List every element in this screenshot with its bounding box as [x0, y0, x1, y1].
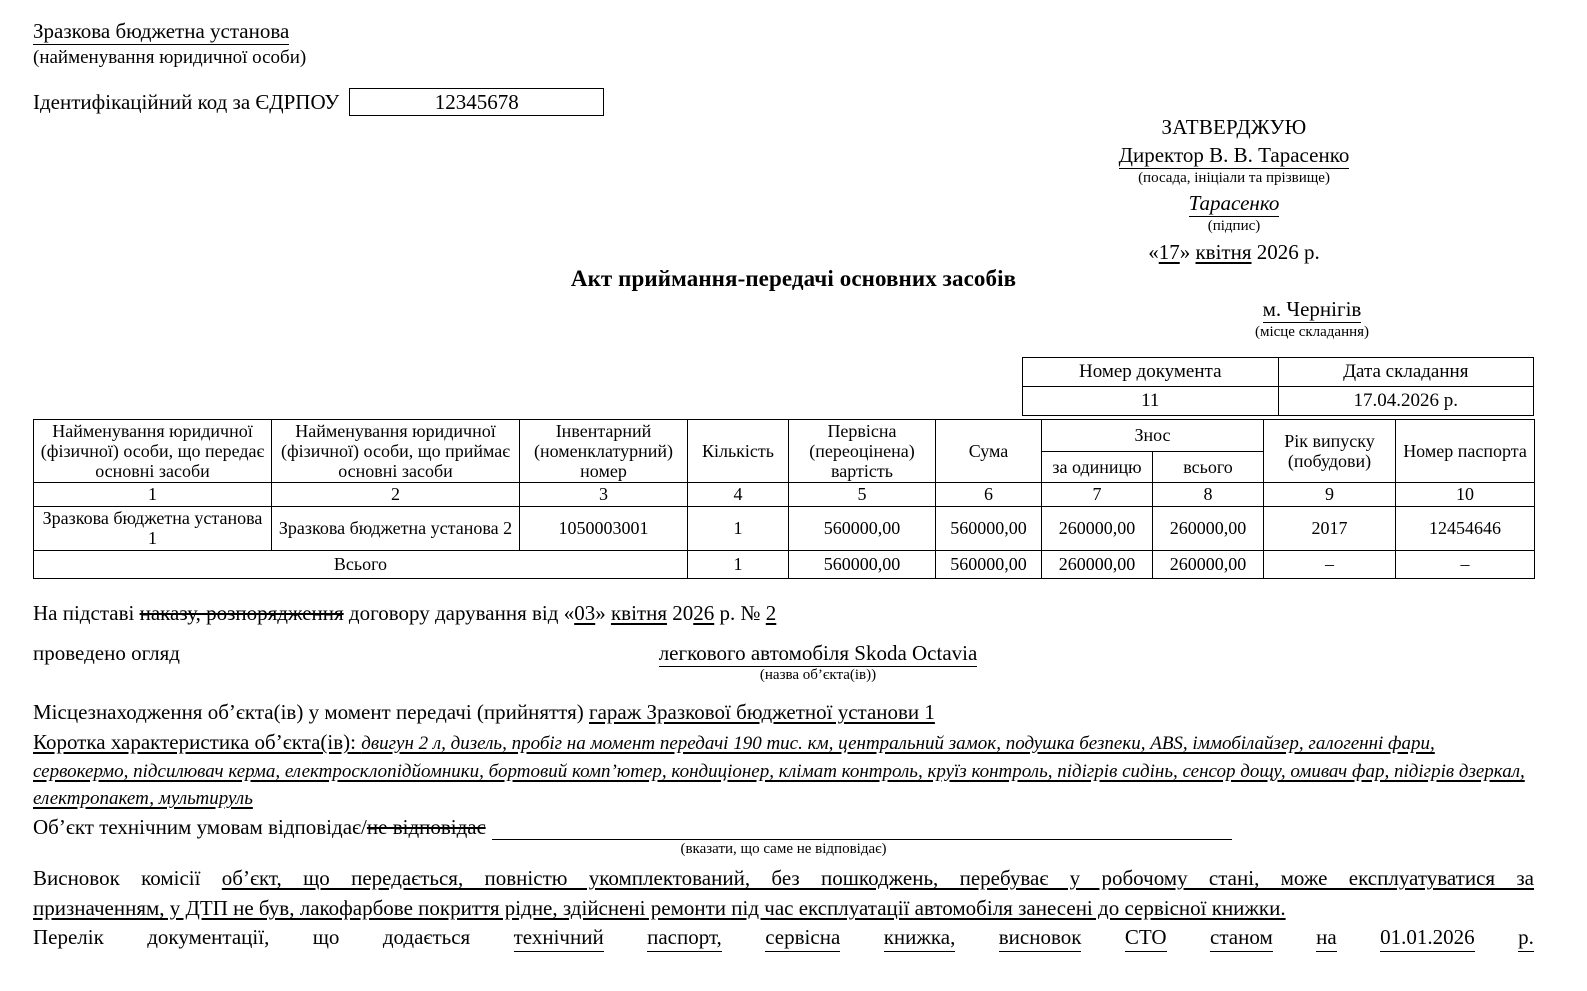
documents-value-9: р.	[1518, 925, 1534, 952]
basis-month[interactable]: квітня	[610, 601, 667, 625]
documents-value-6: станом	[1210, 925, 1273, 952]
cell-depreciation-per-unit: 260000,00	[1042, 506, 1153, 550]
th-initial-cost: Первісна (переоцінена) вартість	[789, 420, 936, 483]
approval-word: ЗАТВЕРДЖУЮ	[1161, 115, 1307, 139]
th-sum: Сума	[936, 420, 1042, 483]
colnum-1: 1	[34, 483, 272, 506]
total-quantity: 1	[688, 550, 789, 578]
table-column-numbers-row	[34, 483, 1535, 506]
documents-value-4: висновок	[999, 925, 1082, 952]
organisation-name-caption: (найменування юридичної особи)	[33, 47, 307, 69]
inspection-object: легкового автомобіля Skoda Octavia	[658, 641, 978, 665]
basis-struck-text: наказу, розпорядження	[139, 601, 344, 625]
conclusion-line-1	[33, 864, 1534, 894]
cell-inventory-number: 1050003001	[520, 506, 688, 550]
basis-year-prefix: 20	[666, 601, 694, 625]
edrpou-label: Ідентифікаційний код за ЄДРПОУ	[33, 89, 340, 114]
documents-value-7: на	[1316, 925, 1337, 952]
documents-word-1: документації,	[147, 925, 270, 949]
doc-date-header: Дата складання	[1278, 358, 1534, 387]
inspection-label: проведено огляд	[33, 641, 180, 665]
basis-middle: договору дарування від «	[343, 601, 575, 625]
approval-signature: Тарасенко	[1188, 191, 1280, 216]
approval-date-year[interactable]: 2026	[1256, 239, 1299, 264]
cell-passport: 12454646	[1396, 506, 1535, 550]
approval-person: Директор В. В. Тарасенко	[1118, 142, 1350, 167]
technical-struck-text: не відповідає	[366, 815, 486, 839]
doc-number-header: Номер документа	[1023, 358, 1279, 387]
doc-date-value: 17.04.2026 р.	[1278, 387, 1534, 416]
characteristics-label: Коротка характеристика об’єкта(ів):	[33, 730, 362, 754]
th-passport-number: Номер паспорта	[1396, 420, 1535, 483]
inspection-object-caption: (назва об’єкта(ів))	[759, 667, 877, 683]
th-year-of-manufacture: Рік випуску (побудови)	[1264, 420, 1396, 483]
basis-prefix: На підставі	[33, 601, 140, 625]
colnum-5: 5	[789, 483, 936, 506]
documents-value-1: паспорт,	[647, 925, 722, 952]
inspection-object-block	[603, 641, 1033, 684]
basis-tail: р. №	[714, 601, 766, 625]
conclusion-block	[33, 864, 1534, 924]
technical-conditions-line	[33, 815, 1534, 840]
colnum-2: 2	[272, 483, 520, 506]
assets-table	[33, 419, 1535, 579]
basis-day[interactable]: 03	[574, 601, 596, 625]
cell-year: 2017	[1264, 506, 1396, 550]
approval-date-day[interactable]: 17	[1158, 239, 1180, 264]
th-depreciation-total: всього	[1153, 451, 1264, 483]
total-year: –	[1264, 550, 1396, 578]
documents-value-3: книжка,	[884, 925, 956, 952]
conclusion-line-2	[33, 894, 1534, 924]
basis-line	[33, 601, 1534, 626]
total-label: Всього	[34, 550, 688, 578]
edrpou-field[interactable]: 12345678	[349, 88, 604, 116]
table-row	[1023, 358, 1534, 387]
characteristics-value: двигун 2 л, дизель, пробіг на момент передачі 190 тис. км, центральний замок, подушка безпеки, ABS, іммобілайзер, галогенні фари, сервокермо, підсилювач керма, електросклопідйомники, бортовий комп’ютер, кондиціонер, клімат контроль, круїз контроль, підігрів сидінь, сенсор дощу, омивач фар, підігрів дзеркал, електропакет, мультируль	[33, 733, 1525, 810]
documents-word-0: Перелік	[33, 925, 104, 949]
conclusion-text-1: об’єкт, що передається, повністю укомплектований, без пошкоджень, перебуває у робочому стані, може експлуатуватися за	[221, 866, 1534, 890]
cell-receiver: Зразкова бюджетна установа 2	[272, 506, 520, 550]
documents-value-8: 01.01.2026	[1380, 925, 1475, 952]
table-row	[34, 506, 1535, 550]
place-caption: (місце складання)	[1254, 324, 1370, 340]
colnum-4: 4	[688, 483, 789, 506]
total-depreciation-per-unit: 260000,00	[1042, 550, 1153, 578]
conclusion-label: Висновок комісії	[33, 866, 222, 890]
approval-signature-caption: (підпис)	[1207, 217, 1261, 234]
total-initial-cost: 560000,00	[789, 550, 936, 578]
approval-date-open-quote: «	[1148, 239, 1159, 264]
technical-label: Об’єкт технічним умовам відповідає	[33, 815, 362, 839]
table-row	[1023, 387, 1534, 416]
colnum-3: 3	[520, 483, 688, 506]
th-receiver: Найменування юридичної (фізичної) особи, що приймає основні засоби	[272, 420, 520, 483]
total-passport: –	[1396, 550, 1535, 578]
location-value: гараж Зразкової бюджетної установи 1	[589, 700, 935, 724]
approval-date-close-quote: »	[1179, 239, 1191, 264]
conclusion-text-2: призначенням, у ДТП не був, лакофарбове покриття рідне, здійснені ремонти під час експлуатації автомобіля занесені до сервісної книжки.	[33, 895, 1286, 920]
documents-word-3: додається	[382, 925, 471, 949]
inspection-line	[33, 641, 1534, 683]
colnum-8: 8	[1153, 483, 1264, 506]
th-depreciation-group: Знос	[1042, 420, 1264, 452]
characteristics-inline	[33, 730, 1525, 809]
cell-sum: 560000,00	[936, 506, 1042, 550]
basis-year-suffix[interactable]: 26	[693, 601, 715, 625]
technical-separator: /	[361, 815, 367, 839]
total-depreciation-total: 260000,00	[1153, 550, 1264, 578]
th-depreciation-per-unit: за одиницю	[1042, 451, 1153, 483]
documents-value-5: СТО	[1125, 925, 1167, 952]
documents-word-2: що	[312, 925, 340, 949]
location-label: Місцезнаходження об’єкта(ів) у момент передачі (прийняття)	[33, 700, 589, 724]
edrpou-row	[33, 88, 604, 116]
colnum-6: 6	[936, 483, 1042, 506]
approval-date-suffix: р.	[1304, 239, 1320, 264]
technical-caption: (вказати, що саме не відповідає)	[680, 841, 887, 857]
approval-block	[1024, 115, 1444, 264]
colnum-10: 10	[1396, 483, 1535, 506]
cell-quantity: 1	[688, 506, 789, 550]
th-inventory-number: Інвентарний (номенклатурний) номер	[520, 420, 688, 483]
documents-value-2: сервісна	[765, 925, 840, 952]
approval-date-month[interactable]: квітня	[1195, 239, 1252, 264]
organisation-name: Зразкова бюджетна установа	[33, 19, 289, 45]
basis-document-number[interactable]: 2	[765, 601, 777, 625]
table-total-row	[34, 550, 1535, 578]
technical-blank-field[interactable]	[492, 823, 1232, 840]
cell-initial-cost: 560000,00	[789, 506, 936, 550]
table-header-row	[34, 420, 1535, 452]
characteristics-block	[33, 729, 1534, 812]
approval-person-caption: (посада, ініціали та прізвище)	[1138, 169, 1330, 186]
cell-transferor: Зразкова бюджетна установа 1	[34, 506, 272, 550]
basis-after-day: »	[595, 601, 611, 625]
document-number-table	[1022, 357, 1534, 416]
documents-value-0: технічний	[514, 925, 604, 952]
documents-row	[33, 925, 1534, 952]
th-transferor: Найменування юридичної (фізичної) особи, що передає основні засоби	[34, 420, 272, 483]
documents-list-line	[33, 925, 1534, 952]
th-quantity: Кількість	[688, 420, 789, 483]
place-block	[1212, 297, 1412, 341]
place-city: м. Чернігів	[1262, 297, 1362, 321]
doc-number-value: 11	[1023, 387, 1279, 416]
page-title: Акт приймання-передачі основних засобів	[570, 266, 1017, 291]
total-sum: 560000,00	[936, 550, 1042, 578]
cell-depreciation-total: 260000,00	[1153, 506, 1264, 550]
location-line	[33, 700, 1534, 725]
approval-date	[1024, 240, 1444, 265]
colnum-7: 7	[1042, 483, 1153, 506]
colnum-9: 9	[1264, 483, 1396, 506]
organisation-header	[33, 19, 733, 71]
